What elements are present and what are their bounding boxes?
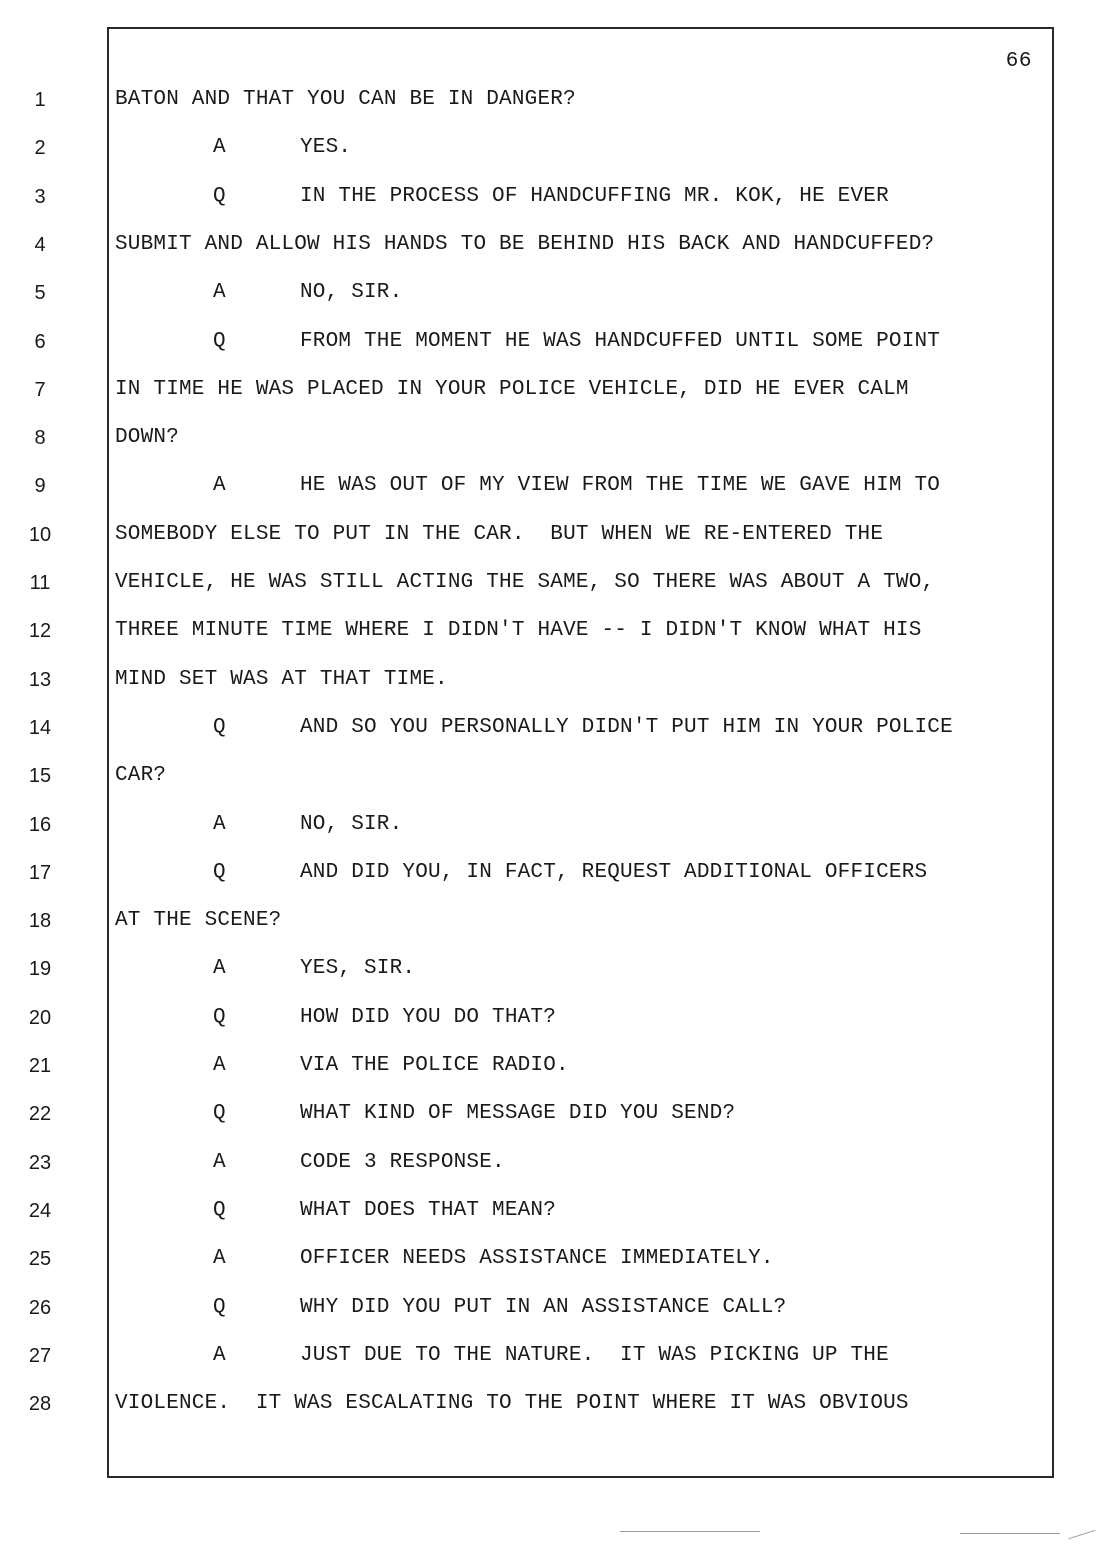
line-number: 11 (29, 572, 51, 594)
line-text: WHAT DOES THAT MEAN? (300, 1199, 557, 1222)
line-text: FROM THE MOMENT HE WAS HANDCUFFED UNTIL SOME POINT (300, 330, 941, 353)
speaker-label: A (213, 1247, 226, 1270)
line-number: 12 (28, 620, 52, 642)
speaker-label: A (213, 957, 226, 980)
line-number: 26 (28, 1297, 52, 1319)
line-number: 16 (28, 814, 52, 836)
line-number: 2 (34, 137, 46, 159)
transcript-line: THREE MINUTE TIME WHERE I DIDN'T HAVE -- I DIDN'T KNOW WHAT HIS (115, 619, 922, 642)
line-text: IN THE PROCESS OF HANDCUFFING MR. KOK, HE EVER (300, 185, 889, 208)
line-number: 27 (28, 1345, 52, 1367)
speaker-label: Q (213, 716, 226, 739)
line-number: 19 (28, 958, 52, 980)
speaker-label: A (213, 281, 226, 304)
transcript-line: MIND SET WAS AT THAT TIME. (115, 668, 448, 691)
line-number: 18 (28, 910, 52, 932)
line-number: 17 (28, 862, 52, 884)
line-number: 7 (34, 379, 46, 401)
line-number: 5 (34, 282, 46, 304)
speaker-label: A (213, 1151, 226, 1174)
speaker-label: A (213, 1344, 226, 1367)
transcript-line: SUBMIT AND ALLOW HIS HANDS TO BE BEHIND HIS BACK AND HANDCUFFED? (115, 233, 935, 256)
scan-artifact (960, 1533, 1060, 1534)
transcript-line: DOWN? (115, 426, 180, 449)
line-number: 4 (34, 234, 46, 256)
line-number: 25 (28, 1248, 52, 1270)
transcript-line: AT THE SCENE? (115, 909, 282, 932)
line-text: NO, SIR. (300, 813, 403, 836)
speaker-label: Q (213, 1296, 226, 1319)
line-text: YES. (300, 136, 352, 159)
line-text: NO, SIR. (300, 281, 403, 304)
line-number: 23 (28, 1152, 52, 1174)
transcript-line: VEHICLE, HE WAS STILL ACTING THE SAME, SO THERE WAS ABOUT A TWO, (115, 571, 935, 594)
line-text: WHAT KIND OF MESSAGE DID YOU SEND? (300, 1102, 736, 1125)
line-number: 8 (34, 427, 46, 449)
speaker-label: A (213, 813, 226, 836)
speaker-label: A (213, 136, 226, 159)
speaker-label: Q (213, 1199, 226, 1222)
line-number: 28 (28, 1393, 52, 1415)
speaker-label: A (213, 1054, 226, 1077)
line-text: YES, SIR. (300, 957, 416, 980)
line-text: VIA THE POLICE RADIO. (300, 1054, 569, 1077)
line-number: 6 (34, 331, 46, 353)
scan-artifact (620, 1531, 760, 1532)
line-number: 3 (34, 186, 46, 208)
transcript-line: VIOLENCE. IT WAS ESCALATING TO THE POINT WHERE IT WAS OBVIOUS (115, 1392, 909, 1415)
scan-artifact (1069, 1530, 1096, 1540)
line-number: 20 (28, 1007, 52, 1029)
speaker-label: Q (213, 1102, 226, 1125)
line-number: 13 (28, 669, 52, 691)
line-number: 14 (28, 717, 52, 739)
line-number: 24 (28, 1200, 52, 1222)
transcript-line: CAR? (115, 764, 167, 787)
speaker-label: Q (213, 185, 226, 208)
speaker-label: A (213, 474, 226, 497)
line-text: JUST DUE TO THE NATURE. IT WAS PICKING UP THE (300, 1344, 889, 1367)
transcript-line: BATON AND THAT YOU CAN BE IN DANGER? (115, 88, 576, 111)
line-number: 10 (28, 524, 52, 546)
speaker-label: Q (213, 330, 226, 353)
line-number: 22 (28, 1103, 52, 1125)
line-text: WHY DID YOU PUT IN AN ASSISTANCE CALL? (300, 1296, 787, 1319)
page-number: 66 (1005, 50, 1032, 73)
line-number: 1 (34, 89, 46, 111)
line-text: HE WAS OUT OF MY VIEW FROM THE TIME WE GAVE HIM TO (300, 474, 941, 497)
line-text: CODE 3 RESPONSE. (300, 1151, 505, 1174)
line-text: OFFICER NEEDS ASSISTANCE IMMEDIATELY. (300, 1247, 774, 1270)
speaker-label: Q (213, 1006, 226, 1029)
transcript-line: IN TIME HE WAS PLACED IN YOUR POLICE VEHICLE, DID HE EVER CALM (115, 378, 909, 401)
line-text: HOW DID YOU DO THAT? (300, 1006, 557, 1029)
speaker-label: Q (213, 861, 226, 884)
line-number: 21 (28, 1055, 52, 1077)
line-text: AND DID YOU, IN FACT, REQUEST ADDITIONAL OFFICERS (300, 861, 928, 884)
line-number: 9 (34, 475, 46, 497)
line-text: AND SO YOU PERSONALLY DIDN'T PUT HIM IN YOUR POLICE (300, 716, 953, 739)
line-number: 15 (28, 765, 52, 787)
transcript-line: SOMEBODY ELSE TO PUT IN THE CAR. BUT WHEN WE RE-ENTERED THE (115, 523, 884, 546)
